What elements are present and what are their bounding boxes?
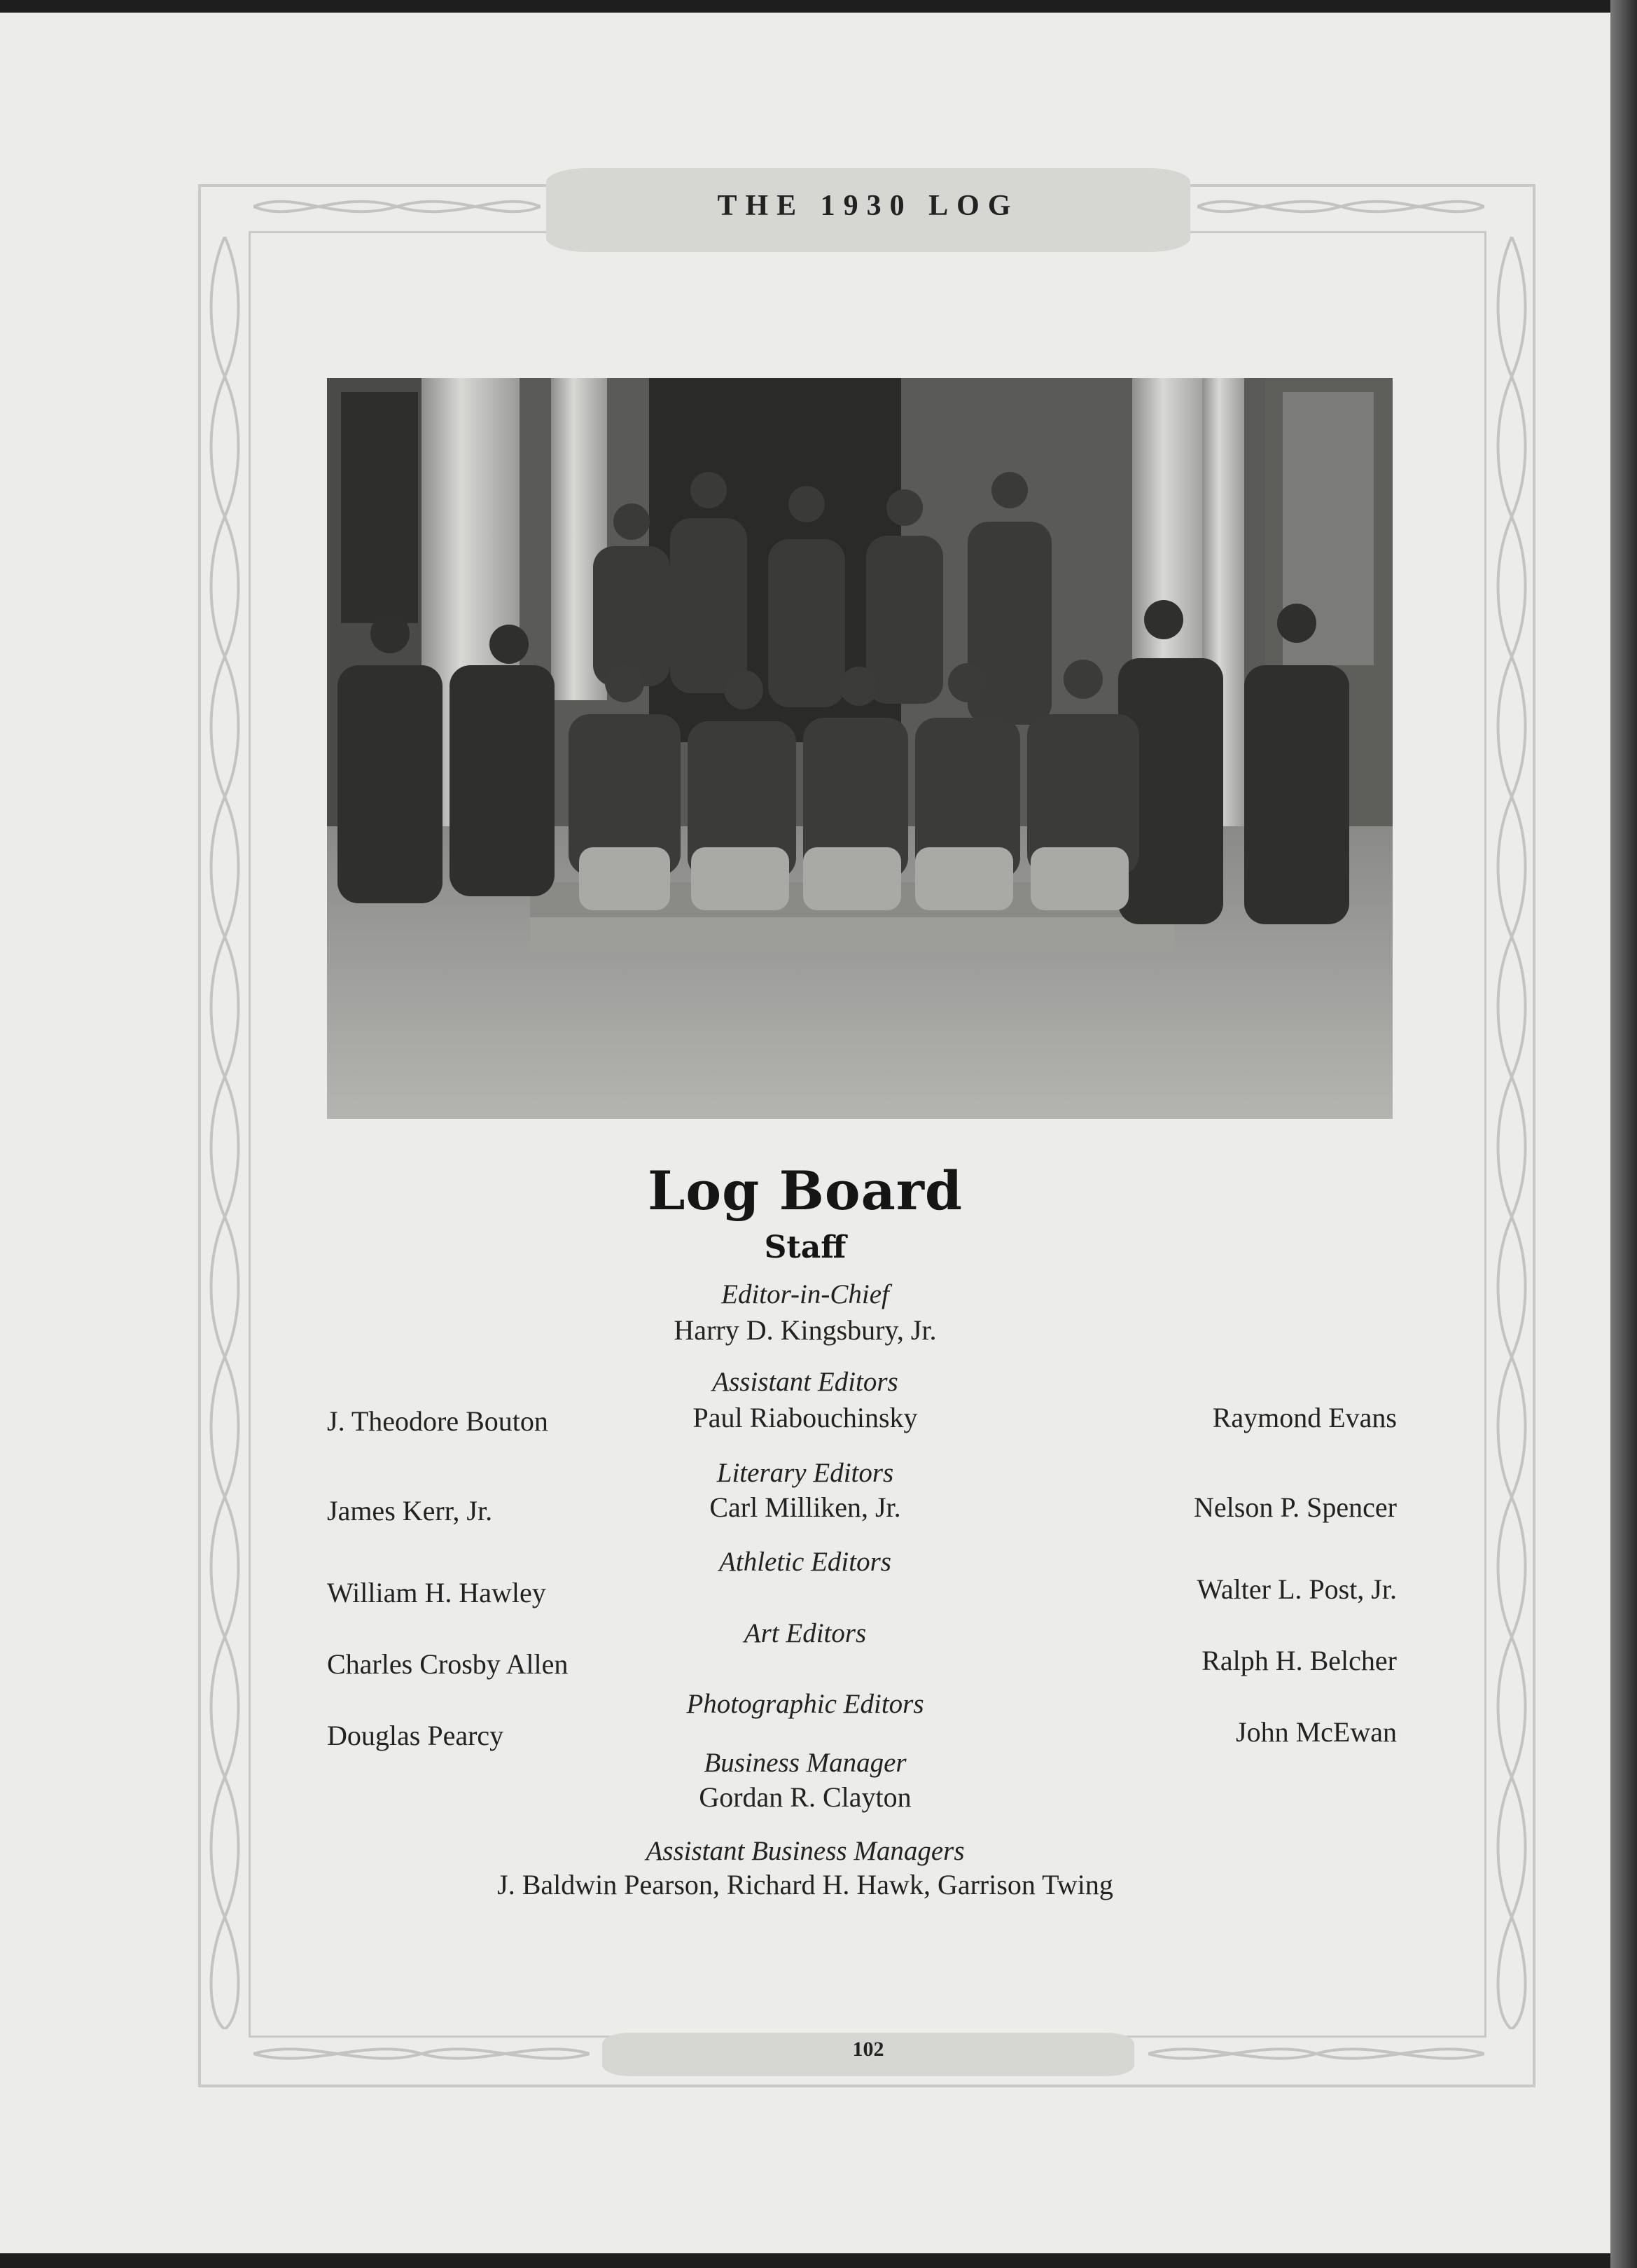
name-literary-editor-center: Carl Milliken, Jr. (709, 1491, 901, 1523)
role-art-editors: Art Editors (744, 1618, 867, 1648)
board-title: Log Board (647, 1160, 963, 1222)
name-assistant-editor-right: Raymond Evans (1212, 1402, 1397, 1433)
name-athletic-editor-right: Walter L. Post, Jr. (1197, 1573, 1397, 1605)
role-literary-editors: Literary Editors (716, 1458, 894, 1488)
role-assistant-business-managers: Assistant Business Managers (646, 1836, 965, 1866)
role-assistant-editors: Assistant Editors (712, 1367, 898, 1397)
name-art-editor-left: Charles Crosby Allen (327, 1648, 569, 1680)
name-literary-editor-left: James Kerr, Jr. (327, 1495, 493, 1526)
top-right-ornament (1197, 189, 1484, 224)
bottom-right-ornament (1148, 2038, 1484, 2070)
name-editor-in-chief: Harry D. Kingsbury, Jr. (674, 1314, 937, 1346)
name-photographic-editor-left: Douglas Pearcy (327, 1720, 504, 1751)
group-photo (327, 378, 1393, 1119)
name-assistant-editor-center: Paul Riabouchinsky (692, 1402, 918, 1433)
role-photographic-editors: Photographic Editors (686, 1689, 924, 1719)
role-business-manager: Business Manager (704, 1748, 907, 1778)
yearbook-page (0, 13, 1610, 2253)
name-literary-editor-right: Nelson P. Spencer (1194, 1491, 1397, 1523)
name-art-editor-right: Ralph H. Belcher (1201, 1645, 1397, 1676)
role-athletic-editors: Athletic Editors (719, 1547, 891, 1577)
role-editor-in-chief: Editor-in-Chief (721, 1279, 889, 1309)
top-left-ornament (253, 189, 541, 224)
bottom-left-ornament (253, 2038, 590, 2070)
name-photographic-editor-right: John McEwan (1236, 1716, 1397, 1748)
page-header-title: THE 1930 LOG (717, 190, 1019, 222)
name-assistant-editor-left: J. Theodore Bouton (327, 1405, 548, 1437)
page-edge-shadow (1610, 0, 1637, 2268)
staff-label: Staff (764, 1230, 847, 1265)
name-athletic-editor-left: William H. Hawley (327, 1577, 546, 1608)
name-business-manager: Gordan R. Clayton (699, 1781, 912, 1813)
names-assistant-business-managers: J. Baldwin Pearson, Richard H. Hawk, Garrison Twing (497, 1869, 1113, 1900)
page-number: 102 (852, 2038, 884, 2061)
